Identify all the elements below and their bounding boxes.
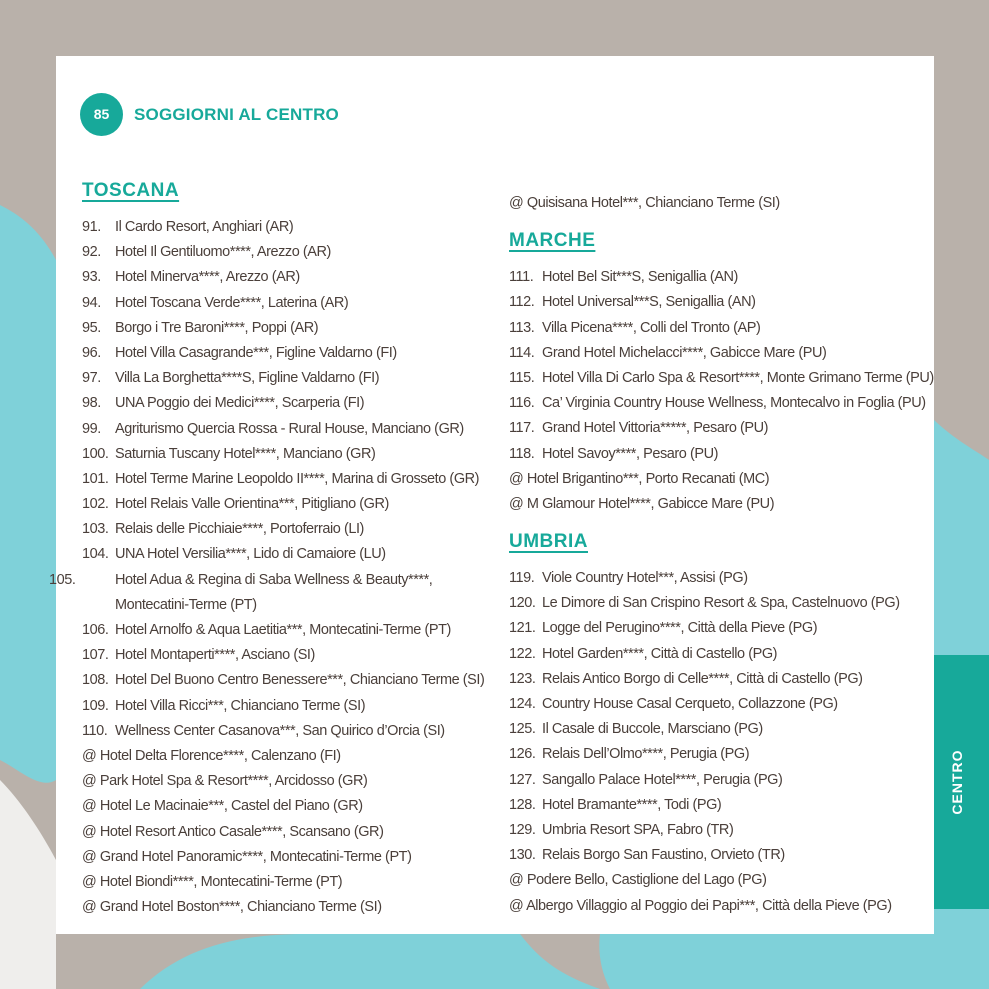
list-item [82,820,492,845]
item-text: Villa Picena****, Colli del Tronto (AP) [542,319,761,336]
item-number: 114. [509,344,535,361]
item-number: 97. [82,370,101,387]
item-text: Hotel Garden****, Città di Castello (PG) [542,645,778,662]
list-item [82,719,492,744]
list-item [82,643,492,668]
item-text: Grand Hotel Boston****, Chianciano Terme (SI) [99,899,382,916]
list-item [509,818,929,843]
left-column [49,178,492,920]
item-text: Hotel Biondi****, Montecatini-Terme (PT) [99,873,343,890]
toscana-list [49,215,492,920]
item-text: Agriturismo Quercia Rossa - Rural House, Manciano (GR) [115,420,464,437]
list-item [509,642,929,667]
item-number: 103. [82,521,109,538]
list-item [82,618,492,643]
item-number: @ [82,747,97,764]
right-column [509,191,934,919]
item-number: 111. [509,269,534,286]
list-item [82,492,492,517]
item-number: @ [509,470,524,487]
item-text: Il Casale di Buccole, Marsciano (PG) [542,721,763,738]
list-item [509,366,934,391]
item-number: 95. [82,319,101,336]
item-text: Park Hotel Spa & Resort****, Arcidosso (GR) [99,773,368,790]
item-text: Relais Borgo San Faustino, Orvieto (TR) [542,847,785,864]
item-text: Hotel Delta Florence****, Calenzano (FI) [99,747,341,764]
item-number: 120. [509,595,536,612]
list-item [82,694,492,719]
spacer [509,216,929,228]
item-text: Sangallo Palace Hotel****, Perugia (PG) [542,771,783,788]
item-number: 100. [82,445,109,462]
item-number: 127. [509,771,536,788]
list-item [82,291,492,316]
item-number: @ [82,823,97,840]
item-text: Umbria Resort SPA, Fabro (TR) [542,821,734,838]
list-item [509,290,929,315]
item-number: 118. [509,445,535,462]
item-text: Hotel Villa Di Carlo Spa & Resort****, Monte Grimano Terme (PU) [542,369,934,386]
item-text: Hotel Bramante****, Todi (PG) [542,796,722,813]
item-number: 124. [509,696,536,712]
item-number: 121. [509,620,536,637]
item-text: Hotel Bel Sit***S, Senigallia (AN) [542,269,738,286]
section-title: SOGGIORNI AL CENTRO [134,105,339,124]
list-item [509,868,929,893]
item-text: Wellness Center Casanova***, San Quirico d’Orcia (SI) [115,722,445,739]
item-number: 116. [509,395,535,412]
region-title-umbria: UMBRIA [509,531,588,553]
list-item [509,265,929,290]
list-item [509,416,929,441]
item-text: Hotel Universal***S, Senigallia (AN) [542,294,756,311]
item-text: Borgo i Tre Baroni****, Poppi (AR) [115,319,319,336]
list-item [509,742,929,767]
list-item [82,895,492,920]
item-number: 104. [82,546,109,563]
list-item [509,191,929,216]
list-item [82,794,492,819]
item-text: Hotel Villa Casagrande***, Figline Valdarno (FI) [115,344,397,361]
list-item [82,845,492,870]
list-item [82,467,492,492]
item-number: 106. [82,622,109,639]
item-text: UNA Hotel Versilia****, Lido di Camaiore (LU) [115,546,386,563]
list-item [82,215,492,240]
list-item [82,417,492,442]
item-number: @ [82,798,97,815]
item-text: Hotel Le Macinaie***, Castel del Piano (GR) [99,798,363,815]
list-item [509,492,929,517]
item-text: Il Cardo Resort, Anghiari (AR) [115,219,294,235]
umbria-list [509,566,929,919]
list-item [82,366,492,391]
page-number-badge: 85 [80,93,123,136]
list-item [509,566,929,591]
item-number: @ [509,495,524,512]
item-number: 130. [509,847,536,864]
item-number: @ [509,897,524,914]
item-number: 115. [509,369,535,386]
list-item [509,768,929,793]
list-item [82,240,492,265]
item-number: 113. [509,319,535,336]
item-number: 91. [82,219,101,235]
item-number: 125. [509,721,536,738]
list-item [82,391,492,416]
item-number: @ [82,899,97,916]
list-item [509,667,929,692]
item-number: 107. [82,647,109,664]
list-item [82,668,492,693]
item-text: Hotel Terme Marine Leopoldo II****, Marina di Grosseto (GR) [115,470,480,487]
list-item [82,769,492,794]
item-text: Hotel Brigantino***, Porto Recanati (MC) [526,470,770,487]
marche-list [509,265,934,517]
item-text: Hotel Montaperti****, Asciano (SI) [115,647,315,664]
item-number: 109. [82,697,109,714]
item-number: 123. [509,670,536,687]
item-text: Hotel Resort Antico Casale****, Scansano (GR) [99,823,384,840]
item-text: Quisisana Hotel***, Chianciano Terme (SI) [526,195,780,211]
list-item [509,616,929,641]
item-text: Grand Hotel Panoramic****, Montecatini-Terme (PT) [99,848,412,865]
list-item [82,265,492,290]
item-number: 126. [509,746,536,763]
item-text: Hotel Adua & Regina di Saba Wellness & Beauty****, Montecatini-Terme (PT) [115,571,433,613]
item-text: Viole Country Hotel***, Assisi (PG) [542,570,748,587]
item-text: Grand Hotel Vittoria*****, Pesaro (PU) [542,420,769,437]
item-text: UNA Poggio dei Medici****, Scarperia (FI) [115,395,365,412]
list-item [509,316,929,341]
list-item [509,894,929,919]
list-item [509,391,929,416]
item-number: 99. [82,420,101,437]
list-item [82,341,492,366]
list-item [509,717,929,742]
list-item [82,542,492,567]
item-text: Logge del Perugino****, Città della Pieve (PG) [542,620,818,637]
item-number: 129. [509,821,536,838]
region-title-marche: MARCHE [509,230,596,252]
item-number: 92. [82,244,101,261]
item-number: @ [82,873,97,890]
list-item [509,843,929,868]
list-item [82,316,492,341]
item-number: @ [509,195,524,211]
item-number: 108. [82,672,109,689]
item-number: 105. [49,571,76,588]
item-text: Le Dimore di San Crispino Resort & Spa, Castelnuovo (PG) [542,595,900,612]
item-number: 112. [509,294,535,311]
item-text: Podere Bello, Castiglione del Lago (PG) [526,872,767,889]
list-item [509,793,929,818]
item-text: Hotel Del Buono Centro Benessere***, Chianciano Terme (SI) [115,672,485,689]
item-number: 96. [82,344,101,361]
item-text: Ca’ Virginia Country House Wellness, Montecalvo in Foglia (PU) [542,395,926,412]
item-text: Hotel Savoy****, Pesaro (PU) [542,445,718,462]
list-item [509,467,929,492]
item-number: 102. [82,496,109,513]
item-text: Hotel Toscana Verde****, Laterina (AR) [115,294,349,311]
list-item [49,568,492,618]
item-number: 94. [82,294,101,311]
item-text: Hotel Arnolfo & Aqua Laetitia***, Montecatini-Terme (PT) [115,622,451,639]
item-text: M Glamour Hotel****, Gabicce Mare (PU) [526,495,775,512]
item-text: Country House Casal Cerqueto, Collazzone (PG) [542,696,838,712]
item-number: 110. [82,722,108,739]
side-tab-label: CENTRO [949,749,965,815]
item-number: 122. [509,645,536,662]
item-number: @ [82,773,97,790]
item-text: Relais Antico Borgo di Celle****, Città di Castello (PG) [542,670,863,687]
item-number: 119. [509,570,535,587]
item-number: 128. [509,796,536,813]
item-text: Hotel Villa Ricci***, Chianciano Terme (SI) [115,697,366,714]
item-text: Hotel Minerva****, Arezzo (AR) [115,269,300,286]
item-text: Hotel Relais Valle Orientina***, Pitigliano (GR) [115,496,389,513]
item-text: Relais delle Picchiaie****, Portoferraio (LI) [115,521,364,538]
item-text: Hotel Il Gentiluomo****, Arezzo (AR) [115,244,331,261]
item-text: Villa La Borghetta****S, Figline Valdarno (FI) [115,370,380,387]
list-item [509,692,929,717]
list-item [509,341,929,366]
region-title-toscana: TOSCANA [82,180,180,201]
item-text: Saturnia Tuscany Hotel****, Manciano (GR) [115,445,376,462]
list-item [509,591,929,616]
item-number: @ [509,872,524,889]
item-number: 93. [82,269,101,286]
item-number: 98. [82,395,101,412]
item-text: Albergo Villaggio al Poggio dei Papi***, Città della Pieve (PG) [526,897,892,914]
list-item [82,442,492,467]
item-text: Grand Hotel Michelacci****, Gabicce Mare (PU) [542,344,827,361]
list-item [82,744,492,769]
item-number: @ [82,848,97,865]
list-item [82,870,492,895]
item-text: Relais Dell’Olmo****, Perugia (PG) [542,746,750,763]
list-item [82,517,492,542]
item-number: 117. [509,420,535,437]
spacer [509,517,929,529]
item-number: 101. [82,470,109,487]
list-item [509,442,929,467]
